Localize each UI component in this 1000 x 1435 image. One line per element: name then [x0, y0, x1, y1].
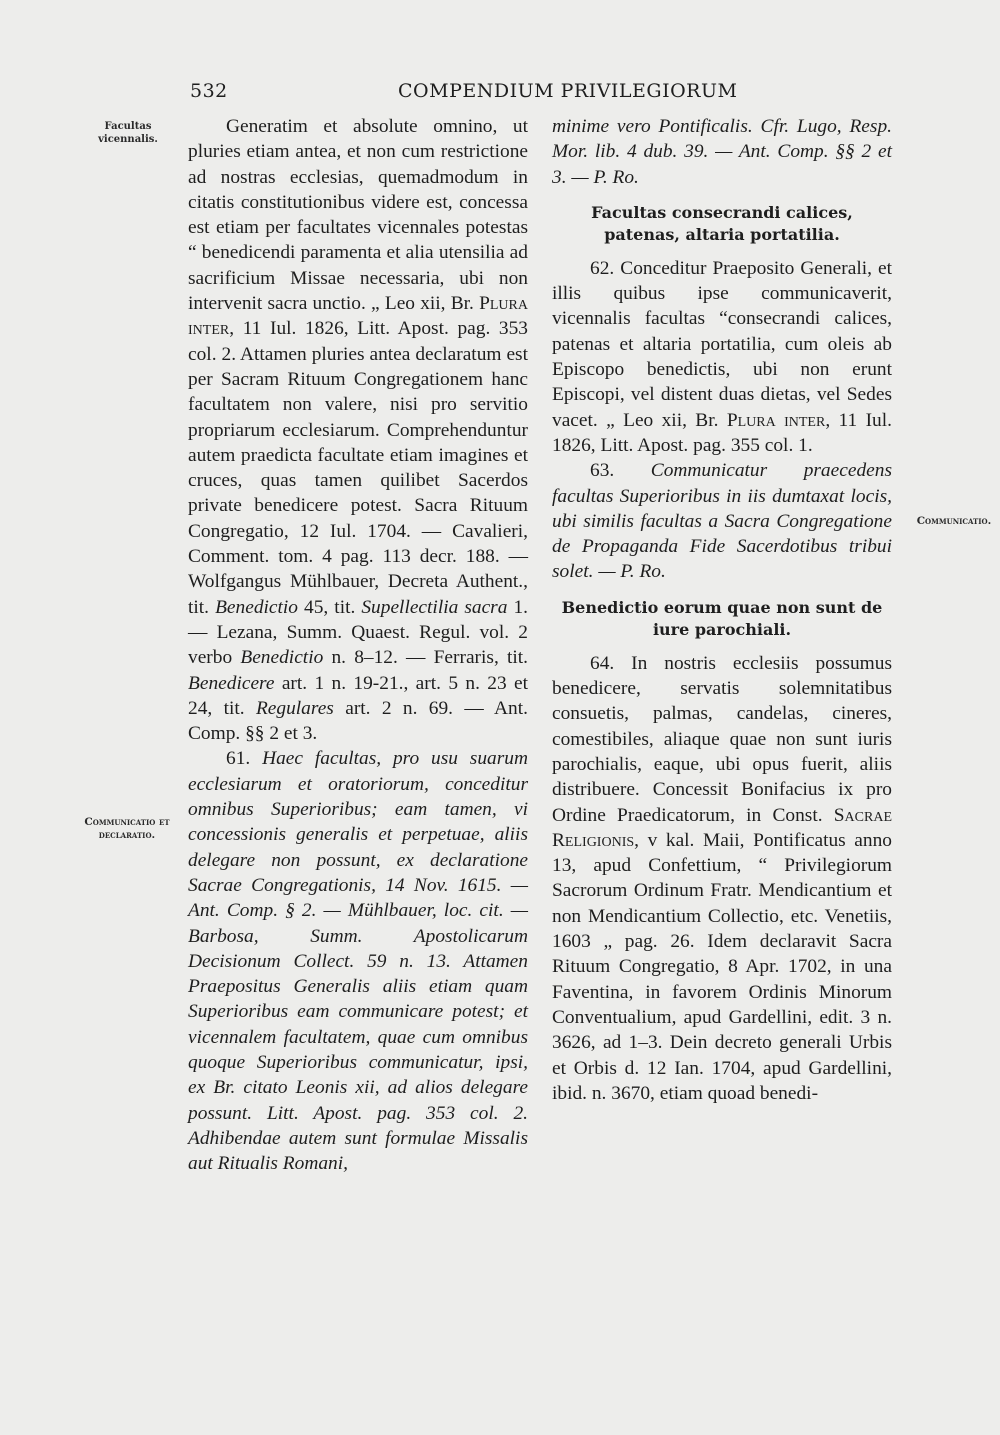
italic-term: Benedictio: [215, 596, 298, 618]
brief-title: Plura inter: [188, 293, 528, 340]
page-header: [190, 80, 738, 110]
italic-term: Benedicere: [188, 672, 275, 694]
right-column: [552, 114, 892, 1106]
text-run: Communicatur praecedens facultas Superioribus in iis dumtaxat locis, ubi similis facultas a Sacra Congregatione de Propaganda Fide Sacerdotibus tribui solet. — P. Ro.: [552, 460, 892, 583]
left-column: [188, 114, 528, 1176]
brief-title: Plura inter: [726, 409, 826, 431]
text-run: , 11 Iul. 1826, Litt. Apost. pag. 353 col. 2. Attamen pluries antea declaratum est per Sacram Rituum Congregationem hanc facultatem non valere, nisi pro servitio propriarum ecclesiarum. Comprehenduntur autem praedicta facultate etiam imagines et cruces, quas tamen quilibet Sacerdos private benedicere potest. Sacra Rituum Congregatio, 12 Iul. 1704. — Cavalieri, Comment. tom. 4 pag. 113 decr. 188. — Wolfgangus Mühlbauer, Decreta Authent., tit.: [188, 318, 528, 618]
margin-note-facultas: Facultas vicennalis.: [98, 121, 158, 145]
constitution-title: Sacrae Religionis: [552, 804, 892, 851]
section-heading-consecrandi: Facultas consecrandi calices, patenas, altaria portatilia.: [591, 202, 853, 244]
text-run: 62. Conceditur Praeposito Generali, et illis quibus ipse communicaverit, vicennalis facultas “consecrandi calices, patenas et altaria portatilia, cum oleis ab Episcopo benedictis, ubi non erunt Episcopi, vel distent duas dietas, vel Sedes vacet. „ Leo xii, Br.: [552, 257, 892, 431]
paragraph-continuation: [552, 114, 892, 190]
running-title: COMPENDIUM PRIVILEGIORUM: [398, 80, 738, 102]
text-run: , v kal. Maii, Pontificatus anno 13, apud Confettium, “ Privilegiorum Sacrorum Ordinum Fratr. Mendicantium et non Mendicantium Collectio, etc. Venetiis, 1603 „ pag. 26. Idem declaravit Sacra Rituum Congregatio, 8 Apr. 1702, in una Faventina, in favorem Ordinis Minorum Conventualium, apud Gardellini, edit. 3 n. 3626, ad 1–3. Dein decreto generali Urbis et Orbis d. 12 Ian. 1704, apud Gardellini, ibid. n. 3670, etiam quoad benedi-: [552, 829, 892, 1104]
text-run: minime vero Pontificalis. Cfr. Lugo, Resp. Mor. lib. 4 dub. 39. — Ant. Comp. §§ 2 et 3. — P. Ro.: [552, 116, 892, 188]
text-run: art. 2 n. 69. — Ant. Comp. §§ 2 et 3.: [188, 697, 528, 745]
text-run: n. 8–12. — Ferraris, tit.: [323, 647, 528, 669]
paragraph-number: 63.: [590, 460, 651, 482]
paragraph-63: [552, 458, 892, 584]
text-run: Haec facultas, pro usu suarum ecclesiarum et oratoriorum, conceditur omnibus Superioribus; eam tamen, vi concessionis generalis et perpetuae, aliis delegare non possunt, ex declaratione Sacrae Congregationis, 14 Nov. 1615. — Ant. Comp. § 2. — Mühlbauer, loc. cit. — Barbosa, Summ. Apostolicarum Decisionum Collect. 59 n. 13. Attamen Praepositus Generalis aliis etiam quam Superioribus eam communicare potest; et vicennalem facultatem, quae cum omnibus quoque Superioribus communicatur, ipsi, ex Br. citato Leonis xii, ad alios delegare possunt. Litt. Apost. pag. 353 col. 2. Adhibendae autem sunt formulae Missalis aut Ritualis Romani,: [188, 748, 528, 1175]
text-run: 45, tit.: [297, 596, 362, 618]
italic-term: Benedictio: [240, 647, 324, 669]
italic-term: Regulares: [255, 697, 334, 719]
italic-term: Supellectilia sacra: [361, 596, 508, 618]
page-number: 532: [190, 80, 228, 102]
text-run: 1. — Lezana, Summ. Quaest. Regul. vol. 2 verbo: [188, 596, 529, 669]
text-run: Generatim et absolute omnino, ut pluries etiam antea, et non cum restrictione ad nostras ecclesias, quemadmodum in citatis constitutionibus videre est, concessa est etiam per facultates vicennales potestas “ benedicendi paramenta et alia utensilia ad sacrificium Missae necessaria, ubi non intervenit sacra unctio. „ Leo xii, Br.: [188, 116, 528, 315]
text-run: 64. In nostris ecclesiis possumus benedicere, servatis solemnitatibus consuetis, palmas, candelas, cineres, comestibiles, aliaque quae non sunt iuris parochialis, eaque, ubi opus fuerit, aliis distribuere. Concessit Bonifacius ix pro Ordine Praedicatorum, in Const.: [552, 652, 892, 826]
section-heading-benedictio: Benedictio eorum quae non sunt de iure parochiali.: [561, 597, 883, 639]
paragraph-62: [552, 256, 892, 458]
paragraph-61: [188, 746, 528, 1176]
text-run: art. 1 n. 19-21., art. 5 n. 23 et 24, tit.: [188, 672, 528, 719]
text-run: , 11 Iul. 1826, Litt. Apost. pag. 355 col. 1.: [552, 409, 892, 456]
paragraph-64: [552, 651, 892, 1106]
margin-note-communicatio: Communicatio.: [916, 515, 992, 527]
margin-note-communicatio-et-declaratio: Communicatio et declaratio.: [84, 816, 170, 841]
paragraph-facultas-vicennalis: [188, 114, 528, 746]
paragraph-number: 61.: [226, 748, 263, 770]
